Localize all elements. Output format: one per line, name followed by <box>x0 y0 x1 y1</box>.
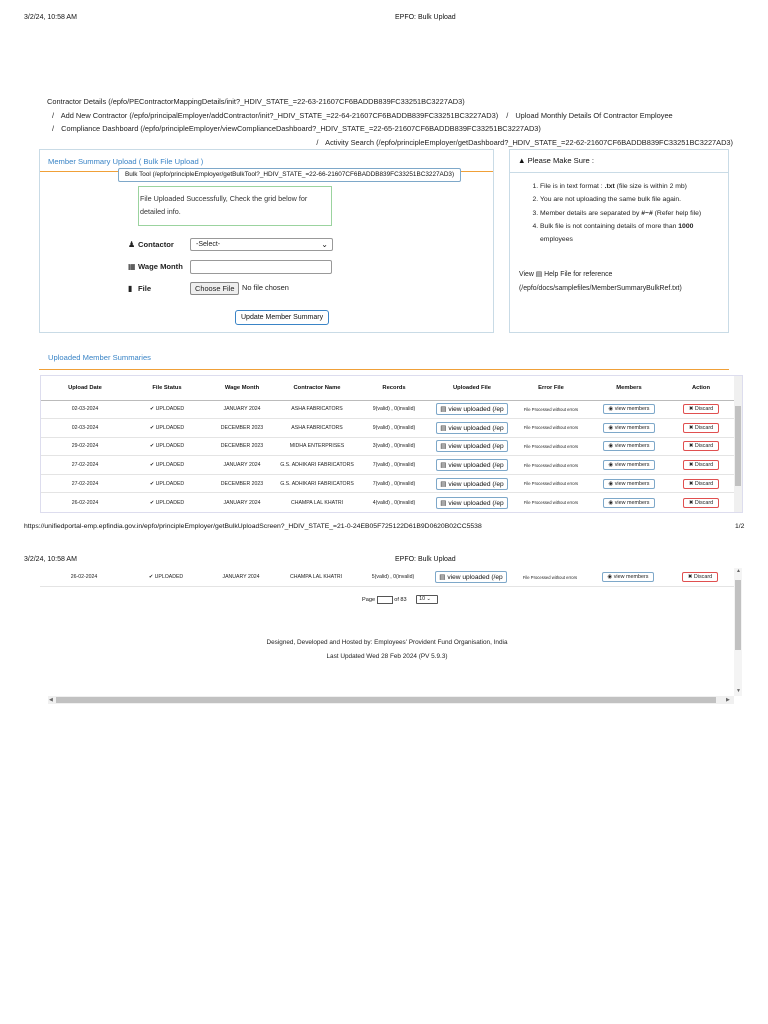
table-row: 02-03-2024 ✔ UPLOADED DECEMBER 2023 ASHA FABRICATORS 9(valid) , 0(invalid) ▤ view uploaded (/ep File Processed without errors ◉ view members ✖ Discard <box>41 419 735 438</box>
scroll-right-icon[interactable]: ▶ <box>726 697 730 703</box>
col-file-status[interactable]: File Status <box>129 376 205 400</box>
col-wage-month[interactable]: Wage Month <box>205 376 279 400</box>
notes-panel <box>509 149 729 333</box>
table-row: 02-03-2024 ✔ UPLOADED JANUARY 2024 ASHA FABRICATORS 9(valid) , 0(invalid) ▤ view uploaded (/ep File Processed without errors ◉ view members ✖ Discard <box>41 400 735 419</box>
horizontal-scrollbar[interactable] <box>48 696 734 704</box>
view-uploaded-button[interactable]: ▤ view uploaded (/ep <box>436 497 507 509</box>
col-upload-date[interactable]: Upload Date <box>41 376 129 400</box>
scroll-left-icon[interactable]: ◀ <box>49 697 53 703</box>
table-row: 27-02-2024 ✔ UPLOADED JANUARY 2024 G.S. ADHIKARI FABRICATORS 7(valid) , 0(invalid) ▤ view uploaded (/ep File Processed without errors ◉ view members ✖ Discard <box>41 456 735 475</box>
contractor-label: Contactor <box>138 240 174 249</box>
check-icon: ✔ <box>149 443 155 450</box>
eye-icon: ◉ <box>608 462 614 469</box>
table-row: 26-02-2024 ✔ UPLOADED JANUARY 2024 CHAMPA LAL KHATRI 4(valid) , 0(invalid) ▤ view uploaded (/ep File Processed without errors ◉ view members ✖ Discard <box>41 493 735 512</box>
file-icon: ▤ <box>440 480 447 488</box>
wage-month-label: Wage Month <box>138 262 183 271</box>
print-title: EPFO: Bulk Upload <box>395 14 456 21</box>
credits-line2: Last Updated Wed 28 Feb 2024 (PV 5.9.3) <box>326 653 448 660</box>
table-row: 27-02-2024 ✔ UPLOADED DECEMBER 2023 G.S. ADHIKARI FABRICATORS 7(valid) , 0(invalid) ▤ view uploaded (/ep File Processed without errors ◉ view members ✖ Discard <box>41 474 735 493</box>
breadcrumb-contractor-details[interactable]: Contractor Details (/epfo/PEContractorMappingDetails/init?_HDIV_STATE_=22-63-21607CF6BADDB839FC33251BC3227AD3) <box>47 97 465 106</box>
close-icon: ✖ <box>688 424 694 431</box>
close-icon: ✖ <box>688 443 694 450</box>
eye-icon: ◉ <box>608 424 614 431</box>
table-row: 26-02-2024 ✔ UPLOADED JANUARY 2024 CHAMPA LAL KHATRI 5(valid) , 0(invalid) ▤ view uploaded (/ep File Processed without errors ◉ view members ✖ Discard <box>40 568 734 587</box>
check-icon: ✔ <box>149 406 155 413</box>
view-uploaded-button[interactable]: ▤ view uploaded (/ep <box>436 422 507 434</box>
check-icon: ✔ <box>149 499 155 506</box>
view-uploaded-button[interactable]: ▤ view uploaded (/ep <box>436 440 507 452</box>
view-uploaded-button[interactable]: ▤ view uploaded (/ep <box>436 403 507 415</box>
table-scrollbar[interactable] <box>734 376 742 512</box>
file-icon: ▤ <box>440 499 447 507</box>
discard-button[interactable]: ✖ Discard <box>683 479 719 489</box>
close-icon: ✖ <box>687 574 693 581</box>
breadcrumb-add-new-contractor[interactable]: Add New Contractor (/epfo/principalEmployer/addContractor/init?_HDIV_STATE_=22-64-21607CF6BADDB839FC33251BC3227AD3) <box>60 110 499 120</box>
eye-icon: ◉ <box>608 443 614 450</box>
check-icon: ✔ <box>149 480 155 487</box>
col-contractor-name[interactable]: Contractor Name <box>279 376 355 400</box>
file-icon: ▤ <box>440 406 447 414</box>
credits-line1: Designed, Developed and Hosted by: Employees' Provident Fund Organisation, India <box>266 639 508 646</box>
table-row: 29-02-2024 ✔ UPLOADED DECEMBER 2023 MIDHA ENTERPRISES 3(valid) , 0(invalid) ▤ view uploaded (/ep File Processed without errors ◉ view members ✖ Discard <box>41 437 735 456</box>
breadcrumb-upload-monthly[interactable]: Upload Monthly Details Of Contractor Employee <box>515 110 673 120</box>
list-item: 2. You are not uploading the same bulk file again. <box>540 193 725 206</box>
breadcrumb: Contractor Details (/epfo/PEContractorMappingDetails/init?_HDIV_STATE_=22-63-21607CF6BADDB839FC33251BC3227AD3) / Add New Contractor (/epfo/principalEmployer/addContractor/init?_HDIV_STATE_=22-64-21607CF6BADDB839FC33251BC3227AD3) / Upload Monthly Details Of Contractor Employee / Compliance Dashboard (/epfo/principleEmployer/viewComplianceDashboard?_HDIV_STATE_=22-65-21607CF6BADDB839FC33251BC3227AD3) / Activity Search (/epfo/principleEmployer/getDashboard?_HDIV_STATE_=22-62-21607CF6BADDB839FC33251BC3227AD3) <box>47 95 737 149</box>
col-uploaded-file[interactable]: Uploaded File <box>433 376 511 400</box>
file-icon: ▤ <box>440 424 447 432</box>
check-icon: ✔ <box>149 424 155 431</box>
scroll-up-icon[interactable]: ▲ <box>736 568 741 574</box>
no-file-text: No file chosen <box>242 283 289 292</box>
breadcrumb-compliance-dashboard[interactable]: Compliance Dashboard (/epfo/principleEmployer/viewComplianceDashboard?_HDIV_STATE_=22-65-21607CF6BADDB839FC33251BC3227AD3) <box>61 124 541 133</box>
vertical-scrollbar[interactable] <box>734 568 742 696</box>
discard-button[interactable]: ✖ Discard <box>683 404 719 414</box>
pin-icon: ▲ <box>518 156 526 165</box>
eye-icon: ◉ <box>607 574 613 581</box>
discard-button[interactable]: ✖ Discard <box>682 572 718 582</box>
upload-panel-title: Member Summary Upload ( Bulk File Upload ) <box>48 157 204 166</box>
print-datetime: 3/2/24, 10:58 AM <box>24 14 77 21</box>
view-members-button[interactable]: ◉ view members <box>603 423 656 433</box>
close-icon: ✖ <box>688 499 694 506</box>
list-item: 1. File is in text format : .txt (file size is within 2 mb) <box>540 180 725 193</box>
file-icon: ▤ <box>439 574 446 582</box>
uploaded-summaries-title: Uploaded Member Summaries <box>48 353 151 362</box>
col-action[interactable]: Action <box>667 376 735 400</box>
check-icon: ✔ <box>149 462 155 469</box>
help-file-link[interactable]: Help File for reference <box>544 271 613 278</box>
calendar-icon: ▦ <box>128 262 136 271</box>
file-text-icon: ▤ <box>535 271 543 278</box>
page2-content <box>40 568 743 706</box>
summaries-table <box>41 376 735 512</box>
summaries-table-continued <box>40 568 734 587</box>
chevron-down-icon: ⌄ <box>321 240 328 249</box>
close-icon: ✖ <box>688 462 694 469</box>
print-title-page2: EPFO: Bulk Upload <box>395 556 456 563</box>
scroll-down-icon[interactable]: ▼ <box>736 688 741 694</box>
col-error-file[interactable]: Error File <box>511 376 591 400</box>
per-page-select[interactable]: 10 ⌄ <box>416 595 438 604</box>
view-uploaded-button[interactable]: ▤ view uploaded (/ep <box>435 571 506 583</box>
discard-button[interactable]: ✖ Discard <box>683 423 719 433</box>
view-uploaded-button[interactable]: ▤ view uploaded (/ep <box>436 478 507 490</box>
file-icon: ▤ <box>440 462 447 470</box>
notes-list <box>520 180 725 246</box>
update-member-summary-button[interactable]: Update Member Summary <box>235 310 329 325</box>
check-icon: ✔ <box>148 574 154 581</box>
discard-button[interactable]: ✖ Discard <box>683 460 719 470</box>
close-icon: ✖ <box>688 406 694 413</box>
notes-title: ▲ Please Make Sure : <box>518 156 594 165</box>
bulk-tool-link[interactable]: Bulk Tool (/epfo/principleEmployer/getBulkTool?_HDIV_STATE_=22-66-21607CF6BADDB839FC33251BC3227AD3) <box>118 168 461 182</box>
list-item: 3. Member details are separated by #~# (Refer help file) <box>540 207 725 220</box>
help-file-reference: View ▤ Help File for reference (/epfo/docs/samplefiles/MemberSummaryBulkRef.txt) <box>519 271 682 292</box>
contractor-select[interactable]: -Select- ⌄ <box>190 238 333 251</box>
view-members-button[interactable]: ◉ view members <box>603 460 656 470</box>
file-icon: ▤ <box>440 443 447 451</box>
eye-icon: ◉ <box>608 406 614 413</box>
success-message: File Uploaded Successfully, Check the grid below for detailed info. <box>138 186 332 226</box>
view-members-button[interactable]: ◉ view members <box>603 479 656 489</box>
help-file-path[interactable]: (/epfo/docs/samplefiles/MemberSummaryBulkRef.txt) <box>519 285 682 292</box>
print-page-number: 1/2 <box>735 523 745 530</box>
pagination: Page of 83 10 ⌄ <box>362 595 438 604</box>
close-icon: ✖ <box>688 480 694 487</box>
eye-icon: ◉ <box>608 499 614 506</box>
upload-panel <box>39 149 494 333</box>
col-records[interactable]: Records <box>355 376 433 400</box>
eye-icon: ◉ <box>608 480 614 487</box>
summaries-table-container <box>40 375 743 513</box>
view-members-button[interactable]: ◉ view members <box>602 572 655 582</box>
users-icon: ♟ <box>128 240 136 249</box>
wage-month-input[interactable] <box>190 260 332 274</box>
list-item: 4. Bulk file is not containing details of more than 1000 employees <box>540 220 725 247</box>
breadcrumb-activity-search[interactable]: Activity Search (/epfo/principleEmployer/getDashboard?_HDIV_STATE_=22-62-21607CF6BADDB839FC33251BC3227AD3) <box>325 137 733 147</box>
col-members[interactable]: Members <box>591 376 667 400</box>
print-datetime-page2: 3/2/24, 10:58 AM <box>24 556 77 563</box>
view-members-button[interactable]: ◉ view members <box>603 498 656 508</box>
view-members-button[interactable]: ◉ view members <box>603 441 656 451</box>
choose-file-button[interactable]: Choose File <box>190 282 239 295</box>
view-members-button[interactable]: ◉ view members <box>603 404 656 414</box>
file-icon: ▮ <box>128 284 133 293</box>
chevron-down-icon: ⌄ <box>426 596 431 602</box>
discard-button[interactable]: ✖ Discard <box>683 498 719 508</box>
table-header-row <box>41 376 735 400</box>
view-uploaded-button[interactable]: ▤ view uploaded (/ep <box>436 459 507 471</box>
discard-button[interactable]: ✖ Discard <box>683 441 719 451</box>
page-number-input[interactable] <box>377 596 393 604</box>
print-footer-url: https://unifiedportal-emp.epfindia.gov.in/epfo/principleEmployer/getBulkUploadScreen?_HDIV_STATE_=21-0-24EB05F725122D61B9D0620B02CC5538 <box>24 523 482 530</box>
file-label: File <box>138 284 152 293</box>
